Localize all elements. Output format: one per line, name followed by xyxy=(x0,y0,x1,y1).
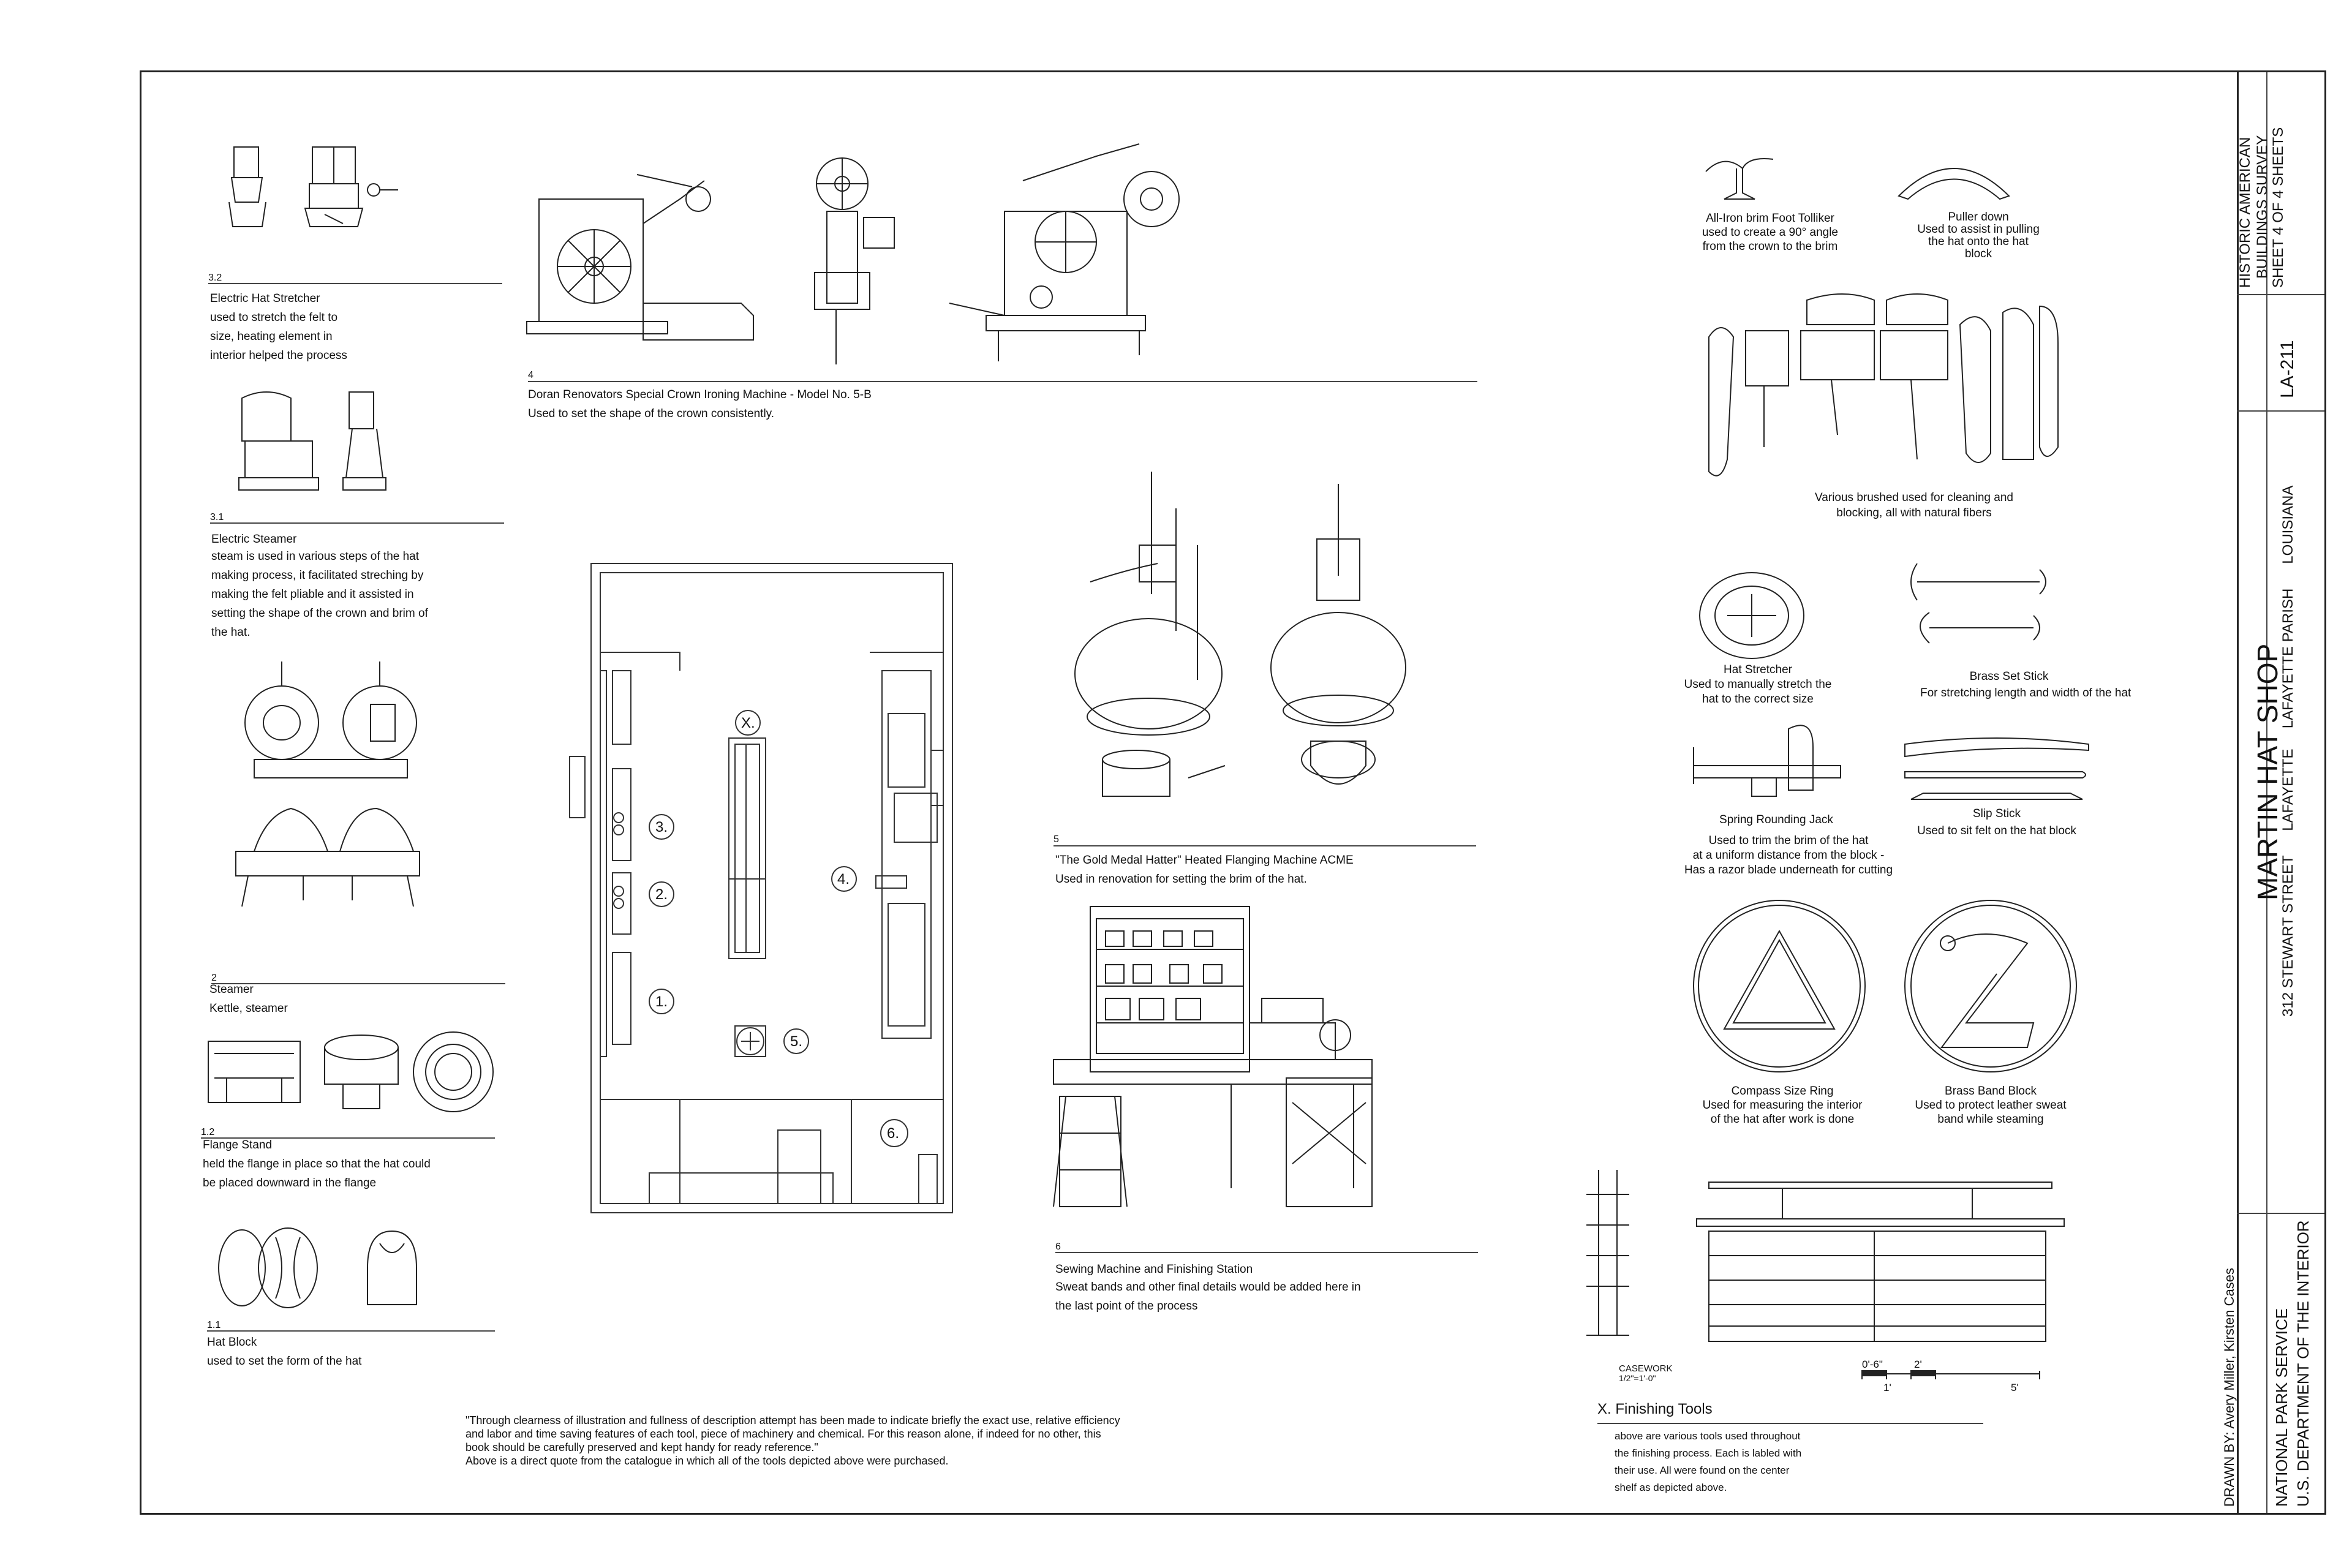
spring-rounding-jack-drawing xyxy=(1691,723,1862,815)
item-number: 3.1 xyxy=(210,512,224,522)
scale-tick: 0'-6" xyxy=(1862,1359,1883,1370)
scale-tick: 2' xyxy=(1914,1359,1922,1370)
item-title: Hat Block xyxy=(207,1336,257,1349)
plan-marker: 6. xyxy=(887,1125,900,1142)
crown-ironing-machine-drawing xyxy=(521,150,1194,377)
casework-label: CASEWORK xyxy=(1619,1363,1673,1374)
sheet-number: LA-211 xyxy=(2277,340,2297,398)
agency-line-2: U.S. DEPARTMENT OF THE INTERIOR xyxy=(2294,1220,2312,1507)
hat-stretcher-drawing xyxy=(1697,570,1807,662)
plan-marker: 5. xyxy=(790,1033,803,1050)
casework-drawing xyxy=(1574,1164,2076,1360)
brass-set-stick-caption: Brass Set Stick xyxy=(1969,670,2049,683)
electric-hat-stretcher-drawing xyxy=(221,141,453,263)
item-number: 4 xyxy=(528,370,533,380)
item-desc: steam is used in various steps of the hat making process, it facilitated streching by making the felt pliable and it assisted in setting the shape of the crown and brim of the hat. xyxy=(211,550,428,639)
plan-marker: 2. xyxy=(655,886,668,903)
item-number: 5 xyxy=(1054,834,1059,845)
hat-block-drawing xyxy=(214,1225,447,1317)
plan-marker: 4. xyxy=(837,871,850,888)
spring-rounding-jack-caption: Spring Rounding Jack xyxy=(1719,813,1833,826)
item-number: 1.2 xyxy=(201,1127,215,1137)
project-title: MARTIN HAT SHOP xyxy=(2252,643,2283,900)
brushes-drawing xyxy=(1697,288,2064,496)
plan-marker: 1. xyxy=(655,993,668,1010)
drawn-by: DRAWN BY: Avery Miller, Kirsten Cases xyxy=(2222,1268,2237,1507)
item-title: Sewing Machine and Finishing Station xyxy=(1055,1263,1253,1276)
scale-bar xyxy=(1862,1371,2040,1383)
compass-size-ring-caption: Compass Size Ring Used for measuring the interior of the hat after work is done xyxy=(1702,1085,1863,1126)
plan-marker: X. xyxy=(741,715,755,731)
brass-set-stick-drawing xyxy=(1905,557,2064,662)
item-desc: Used in renovation for setting the brim of the hat. xyxy=(1055,873,1307,886)
foot-tolliker-drawing xyxy=(1703,153,1789,208)
slip-stick-caption: Slip Stick Used to sit felt on the hat block xyxy=(1917,807,2076,837)
plan-marker: 3. xyxy=(655,819,668,835)
steamer-kettle-drawing xyxy=(230,649,432,956)
scale-tick: 5' xyxy=(2011,1382,2019,1393)
puller-down-drawing xyxy=(1893,153,2015,202)
item-title: Flange Stand xyxy=(203,1139,273,1152)
electric-steamer-drawing xyxy=(233,386,417,508)
scale-tick: 1' xyxy=(1883,1382,1891,1393)
item-number: 6 xyxy=(1055,1242,1061,1252)
finishing-tools-title: X. Finishing Tools xyxy=(1597,1401,1713,1417)
survey-line-3: SHEET 4 OF 4 SHEETS xyxy=(2270,127,2286,288)
hat-stretcher-caption: Hat Stretcher Used to manually stretch the hat to the correct size xyxy=(1684,663,1832,706)
spring-rounding-jack-desc: Used to trim the brim of the hat at a uniform distance from the block - Has a razor blade underneath for cutting xyxy=(1684,834,1893,876)
puller-down-caption: Puller down Used to assist in pulling the hat onto the hat block xyxy=(1917,211,2040,260)
item-desc: Sweat bands and other final details would be added here in the last point of the process xyxy=(1055,1281,1361,1313)
item-desc: used to set the form of the hat xyxy=(207,1355,362,1368)
flange-stand-drawing xyxy=(202,1029,496,1121)
survey-line-2: BUILDINGS SURVEY xyxy=(2254,135,2271,279)
item-title: "The Gold Medal Hatter" Heated Flanging Machine ACME xyxy=(1055,854,1354,867)
item-desc: held the flange in place so that the hat could be placed downward in the flange xyxy=(203,1158,431,1189)
item-desc: Kettle, steamer xyxy=(209,1002,288,1015)
sewing-station-drawing xyxy=(1047,900,1427,1225)
item-title: Electric Steamer xyxy=(211,533,297,546)
item-number: 3.2 xyxy=(208,273,222,283)
brushes-caption: Various brushed used for cleaning and blocking, all with natural fibers xyxy=(1815,491,2013,519)
catalogue-quote: "Through clearness of illustration and fullness of description attempt has been made to indicate briefly the exact use, relative efficiency and labor and time saving features of each tool, piece of machinery and chemical. For this reason alone, if indeed for no other, this book should be carefully preserved and kept handy for ready reference." Above is a direct quote from the catalogue in which all of the tools depicted above were purchased. xyxy=(466,1414,1120,1467)
item-title: Electric Hat Stretcher xyxy=(210,292,320,305)
brass-band-block-drawing xyxy=(1899,894,2082,1078)
foot-tolliker-caption: All-Iron brim Foot Tolliker used to create a 90° angle from the crown to the brim xyxy=(1702,212,1839,253)
item-desc: Used to set the shape of the crown consistently. xyxy=(528,407,775,420)
brass-set-stick-desc: For stretching length and width of the hat xyxy=(1920,687,2132,699)
item-number: 2 xyxy=(211,973,217,983)
item-title: Doran Renovators Special Crown Ironing Machine - Model No. 5-B xyxy=(528,388,872,401)
flanging-machine-drawing xyxy=(1066,472,1433,827)
slip-stick-drawing xyxy=(1899,735,2095,809)
project-address: 312 STEWART STREET LAFAYETTE LAFAYETTE PARISH LOUISIANA xyxy=(2280,485,2296,1017)
brass-band-block-caption: Brass Band Block Used to protect leather sweat band while steaming xyxy=(1915,1085,2067,1126)
survey-line-1: HISTORIC AMERICAN xyxy=(2237,137,2253,288)
item-title: Steamer xyxy=(209,983,254,996)
casework-scale: 1/2"=1'-0" xyxy=(1619,1373,1656,1383)
finishing-tools-desc: above are various tools used throughout the finishing process. Each is labled with their use. All were found on the center shelf as depicted above. xyxy=(1615,1430,1802,1493)
agency-line-1: NATIONAL PARK SERVICE xyxy=(2272,1308,2291,1507)
item-desc: used to stretch the felt to size, heating element in interior helped the process xyxy=(210,311,347,362)
floor-plan xyxy=(588,560,956,1216)
item-number: 1.1 xyxy=(207,1320,221,1330)
compass-size-ring-drawing xyxy=(1687,894,1871,1078)
